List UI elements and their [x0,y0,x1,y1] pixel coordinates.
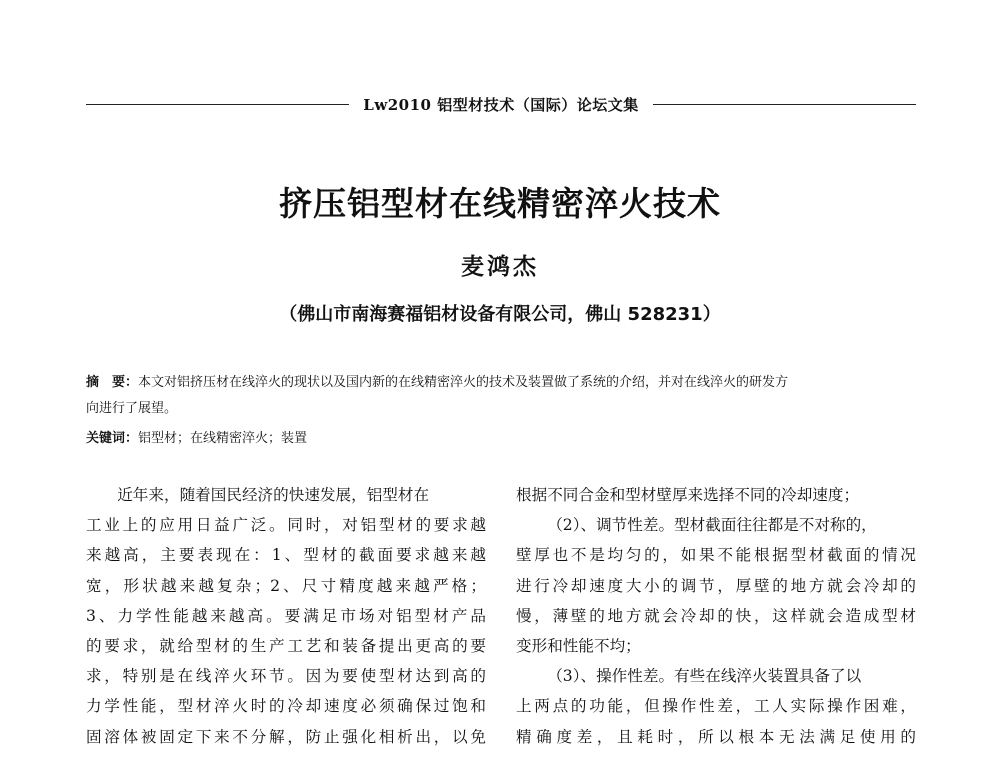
body-left-line: 3、力学性能越来越高。要满足市场对铝型材产品 [86,606,486,625]
body-right-line: 变形和性能不均； [516,637,641,656]
header-rule-left [86,104,349,105]
body-right-line: 精确度差，且耗时，所以根本无法满足使用的 [516,727,916,746]
body-right-line: 壁厚也不是均匀的，如果不能根据型材截面的情况 [516,546,916,565]
abstract-text-line-1: 本文对铝挤压材在线淬火的现状以及国内新的在线精密淬火的技术及装置做了系统的介绍，并对在线淬火的研发方 [138,375,789,390]
body-right-line: 慢，薄壁的地方就会冷却的快，这样就会造成型材 [516,606,916,625]
body-column-right [516,480,916,752]
body-right-line: 进行冷却速度大小的调节，厚壁的地方就会冷却的 [516,576,916,595]
body-left-line: 近年来，随着国民经济的快速发展，铝型材在 [117,486,430,504]
body-left-line: 宽，形状越来越复杂；2、尺寸精度越来越严格； [86,576,486,595]
keywords-label: 关键词： [86,431,139,446]
body-left-line: 固溶体被固定下来不分解，防止强化相析出，以免 [86,727,486,746]
body-left-line: 来越高，主要表现在：1、型材的截面要求越来越 [86,546,486,565]
paper-title: 挤压铝型材在线精密淬火技术 [279,184,721,223]
keywords [86,426,916,452]
abstract-label: 摘 要： [86,375,139,390]
paper-author: 麦鸿杰 [461,253,539,280]
body-left-line: 力学性能，型材淬火时的冷却速度必须确保过饱和 [86,697,486,716]
body-right-line: 上两点的功能，但操作性差，工人实际操作困难， [516,697,916,716]
abstract [86,370,916,422]
body-right-line: （2）、调节性差。型材截面往往都是不对称的， [547,516,877,535]
body-column-left [86,480,486,752]
author-affiliation: （佛山市南海赛福铝材设备有限公司，佛山 528231） [279,304,721,325]
body-right-line: （3）、操作性差。有些在线淬火装置具备了以 [547,667,862,686]
running-header [86,92,916,116]
header-rule-right [653,104,916,105]
body-right-line: 根据不同合金和型材壁厚来选择不同的冷却速度； [516,486,860,504]
body-left-line: 的要求，就给型材的生产工艺和装备提出更高的要 [86,637,486,656]
keywords-text: 铝型材；在线精密淬火；装置 [138,431,308,446]
running-title: Lw2010 铝型材技术（国际）论坛文集 [363,95,639,114]
body-left-line: 工业上的应用日益广泛。同时，对铝型材的要求越 [86,516,486,535]
abstract-text-line-2: 向进行了展望。 [86,401,178,416]
body-left-line: 求，特别是在线淬火环节。因为要使型材达到高的 [86,667,486,686]
